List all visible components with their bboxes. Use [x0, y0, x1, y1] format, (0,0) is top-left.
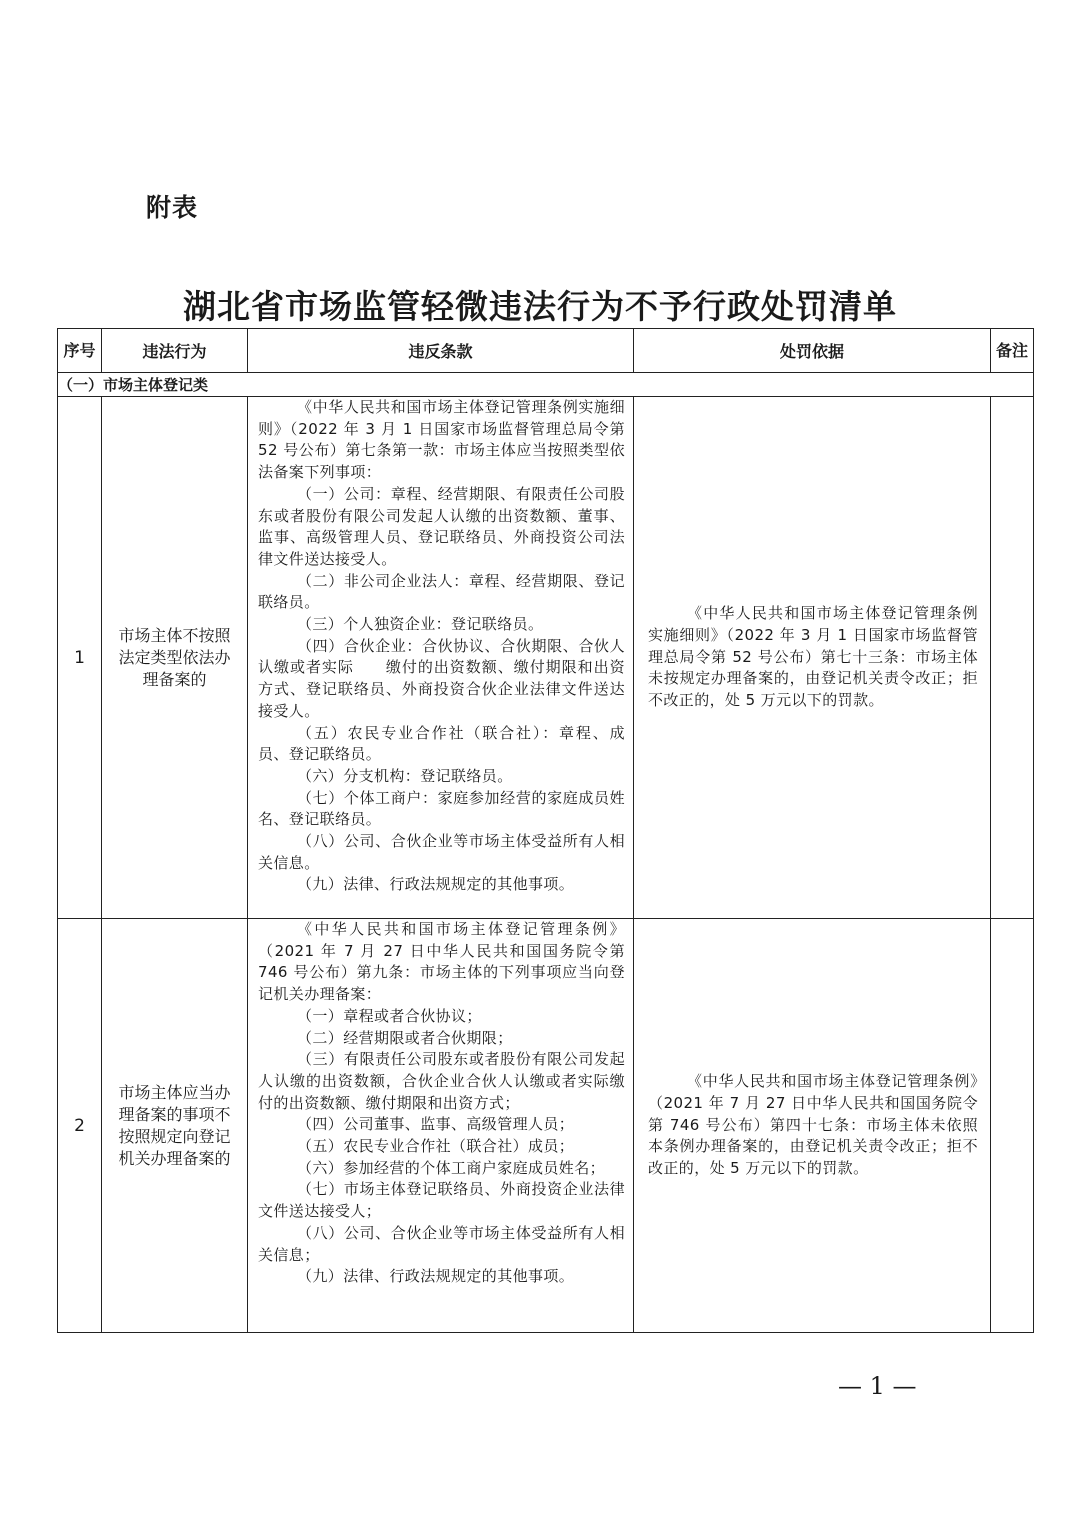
clause-paragraph: （八）公司、合伙企业等市场主体受益所有人相关信息。	[258, 832, 625, 872]
clause-paragraph: （一）公司：章程、经营期限、有限责任公司股东或者股份有限公司发起人认缴的出资数额、董事、监事、高级管理人员、登记联络员、外商投资公司法律文件送达接受人。	[258, 484, 625, 568]
clause-paragraph: （二）经营期限或者合伙期限；	[297, 1028, 513, 1047]
basis-paragraph: 《中华人民共和国市场主体登记管理条例实施细则》（2022 年 3 月 1 日国家市场监督管理总局令第 52 号公布）第七十三条：市场主体未按规定办理备案的，由登记机关责令改正；拒不改正的，处 5 万元以下的罚款。	[648, 604, 978, 710]
clause-paragraph: （四）合伙企业：合伙协议、合伙期限、合伙人认缴或者实际 缴付的出资数额、缴付期限和出资方式、登记联络员、外商投资合伙企业法律文件送达接受人。	[258, 636, 625, 720]
clause-paragraph: （六）分支机构：登记联络员。	[297, 766, 513, 785]
header-seq: 序号	[58, 329, 102, 373]
clause-paragraph: 《中华人民共和国市场主体登记管理条例实施细则》（2022 年 3 月 1 日国家市场监督管理总局令第 52 号公布）第七条第一款：市场主体应当按照类型依法备案下列事项：	[258, 398, 625, 482]
table-row	[58, 397, 1034, 919]
category-row	[58, 373, 1034, 397]
row-behavior: 市场主体不按照法定类型依法办理备案的	[102, 397, 248, 919]
row-clause	[248, 397, 634, 919]
clause-paragraph: （九）法律、行政法规规定的其他事项。	[297, 1267, 575, 1286]
document-title: 湖北省市场监管轻微违法行为不予行政处罚清单	[183, 287, 897, 326]
clause-paragraph: （四）公司董事、监事、高级管理人员；	[297, 1115, 575, 1134]
clause-paragraph: （五）农民专业合作社（联合社）：章程、成员、登记联络员。	[258, 723, 625, 764]
clause-paragraph: 《中华人民共和国市场主体登记管理条例》（2021 年 7 月 27 日中华人民共和国国务院令第 746 号公布）第九条：市场主体的下列事项应当向登记机关办理备案：	[258, 920, 625, 1004]
row-behavior: 市场主体应当办理备案的事项不按照规定向登记机关办理备案的	[102, 919, 248, 1333]
penalty-list-table	[57, 328, 1034, 1333]
clause-paragraph: （八）公司、合伙企业等市场主体受益所有人相关信息；	[258, 1223, 625, 1264]
header-behavior: 违法行为	[102, 329, 248, 373]
row-remarks	[991, 919, 1034, 1333]
category-label: （一）市场主体登记类	[58, 373, 1034, 397]
row-remarks	[991, 397, 1034, 919]
header-basis: 处罚依据	[634, 329, 991, 373]
clause-paragraph: （三）个人独资企业：登记联络员。	[297, 615, 544, 634]
clause-paragraph: （九）法律、行政法规规定的其他事项。	[297, 875, 575, 894]
basis-paragraph: 《中华人民共和国市场主体登记管理条例》（2021 年 7 月 27 日中华人民共和国国务院令第 746 号公布）第四十七条：市场主体未依照本条例办理备案的，由登记机关责令改正；拒不改正的，处 5 万元以下的罚款。	[648, 1072, 978, 1178]
clause-paragraph: （七）个体工商户：家庭参加经营的家庭成员姓名、登记联络员。	[258, 788, 625, 829]
row-clause	[248, 919, 634, 1333]
row-seq: 2	[58, 919, 102, 1333]
page-number: — 1 —	[838, 1372, 917, 1400]
clause-paragraph: （六）参加经营的个体工商户家庭成员姓名；	[297, 1158, 606, 1177]
table-row	[58, 919, 1034, 1333]
row-basis	[634, 397, 991, 919]
header-remarks: 备注	[991, 329, 1034, 373]
attachment-label: 附表	[146, 193, 199, 222]
clause-paragraph: （五）农民专业合作社（联合社）成员；	[297, 1137, 575, 1156]
row-seq: 1	[58, 397, 102, 919]
table-header-row	[58, 329, 1034, 373]
clause-paragraph: （二）非公司企业法人：章程、经营期限、登记联络员。	[258, 571, 625, 612]
clause-paragraph: （七）市场主体登记联络员、外商投资企业法律文件送达接受人；	[258, 1180, 625, 1221]
header-clause: 违反条款	[248, 329, 634, 373]
clause-paragraph: （三）有限责任公司股东或者股份有限公司发起人认缴的出资数额，合伙企业合伙人认缴或者实际缴付的出资数额、缴付期限和出资方式；	[258, 1050, 625, 1112]
clause-paragraph: （一）章程或者合伙协议；	[297, 1006, 482, 1025]
row-basis	[634, 919, 991, 1333]
